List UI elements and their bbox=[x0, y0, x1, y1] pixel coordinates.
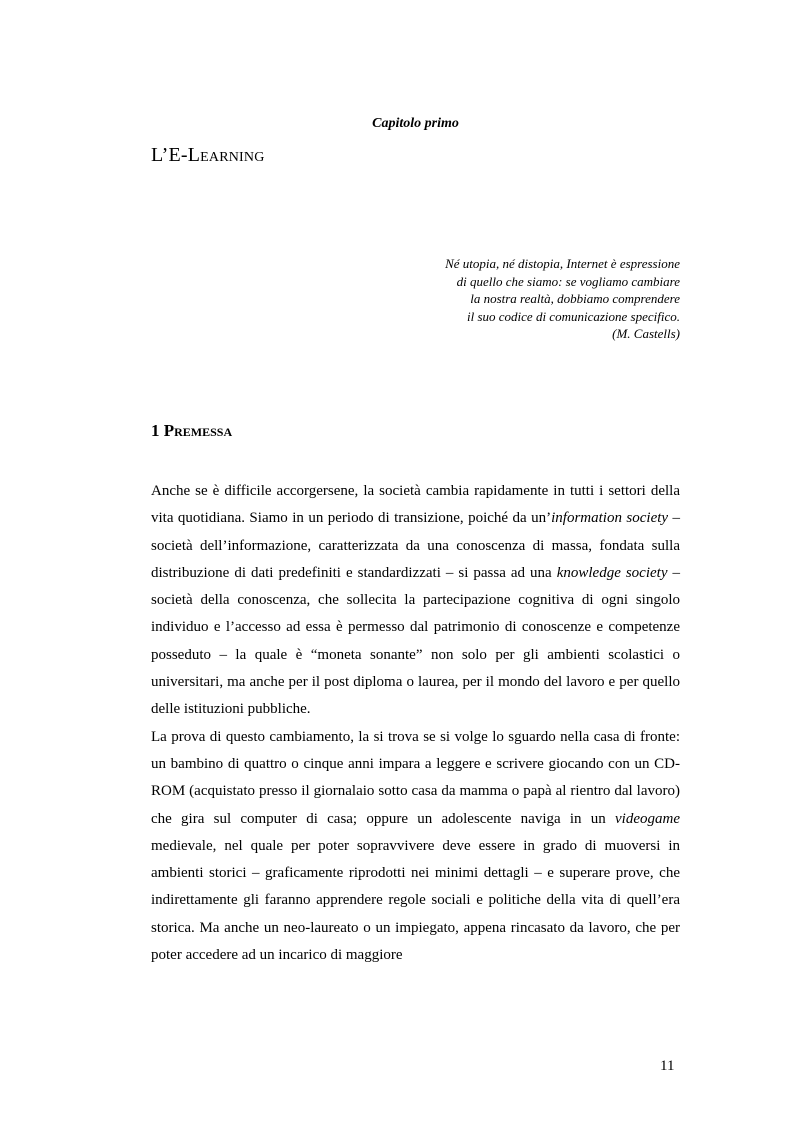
paragraph bbox=[151, 478, 680, 724]
epigraph-line: la nostra realtà, dobbiamo comprendere bbox=[470, 291, 680, 306]
small-caps-term: CD-ROM bbox=[151, 755, 680, 800]
epigraph-author: (M. Castells) bbox=[612, 326, 680, 341]
body-text bbox=[151, 478, 680, 969]
paragraph-text: (acquistato presso il giornalaio sotto casa da mamma o papà al rientro dal lavoro) che gira sul computer di casa; oppure un adolescente naviga in un bbox=[151, 783, 680, 827]
paragraph-text: – società dell’informazione, caratterizzata da una conoscenza di massa, fondata sulla distribuzione di dati predefiniti e standardizzati – si passa ad una bbox=[151, 510, 680, 581]
chapter-label: Capitolo primo bbox=[372, 116, 459, 131]
epigraph-line: di quello che siamo: se vogliamo cambiare bbox=[456, 273, 680, 289]
paragraph-text: – società della conoscenza, che sollecita la partecipazione cognitiva di ogni singolo individuo e l’accesso ad essa è permesso dal patrimonio di conoscenze e competenze posseduto – la quale è “moneta sonante” non solo per gli ambienti scolastici o universitari, ma anche per il post diploma o laurea, per il mondo del lavoro e per quello delle istituzioni pubbliche. bbox=[151, 564, 680, 718]
paragraph-text: Anche se è difficile accorgersene, la società cambia rapidamente in tutti i settori della vita quotidiana. Siamo in un periodo di transizione, poiché da un’ bbox=[151, 483, 680, 527]
paragraph-text: medievale, nel quale per poter sopravvivere deve essere in grado di muoversi in ambienti storici – graficamente riprodotti nei minimi dettagli – e superare prove, che indirettamente gli faranno apprendere regole sociali e politiche della vita di quell’era storica. Ma anche un neo-laureato o un impiegato, appena rincasato da lavoro, che per poter accedere ad un incarico di maggiore bbox=[151, 837, 680, 964]
page-number: 11 bbox=[660, 1058, 675, 1074]
italic-term: knowledge society bbox=[556, 564, 668, 581]
section-title: 1 Premessa bbox=[151, 421, 233, 440]
italic-term: videogame bbox=[615, 810, 680, 827]
paragraph bbox=[151, 724, 680, 970]
epigraph bbox=[445, 255, 680, 343]
epigraph-line: il suo codice di comunicazione specifico. bbox=[466, 308, 680, 324]
italic-term: information society bbox=[551, 510, 669, 527]
chapter-title: L’E-Learning bbox=[151, 144, 265, 166]
epigraph-line: Né utopia, né distopia, Internet è espressione bbox=[445, 256, 680, 271]
paragraph-text: La prova di questo cambiamento, la si trova se si volge lo sguardo nella casa di fronte: un bambino di quattro o cinque anni impara a leggere e scrivere giocando con un bbox=[151, 728, 680, 772]
